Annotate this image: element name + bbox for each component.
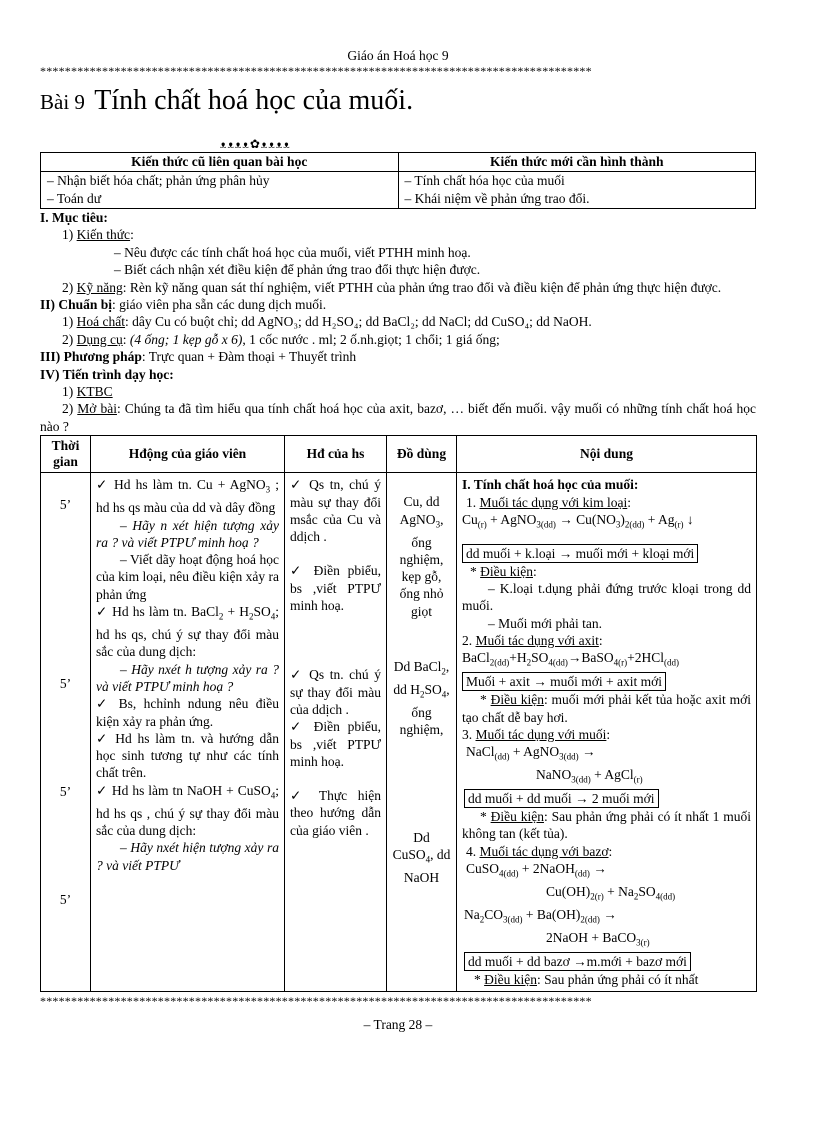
knowledge-item: – Nêu được các tính chất hoá học của muối, viết PTHH minh hoạ. — [114, 244, 471, 260]
old-knowledge-item: – Toán dư — [47, 191, 102, 206]
process-heading: IV) Tiến trình dạy học: — [40, 366, 174, 382]
intro-paragraph: 2) Mở bài: Chúng ta đã tìm hiểu qua tính chất hoá học của axit, bazơ, … biết đến muối. vậy muối có những tính chất hoá học nào ? — [40, 401, 756, 434]
new-knowledge-cell — [398, 172, 756, 209]
col-time-header: Thời gian — [41, 436, 91, 473]
ornament-divider: ᴥᴥᴥᴥ✿ᴥᴥᴥᴥ — [220, 137, 291, 151]
old-knowledge-item: – Nhận biết hóa chất; phản ứng phân hủy — [47, 173, 270, 188]
lesson-title-row — [40, 85, 756, 125]
knowledge-table — [40, 152, 756, 209]
method-line: III) Phương pháp: Trực quan + Đàm thoại + Thuyết trình — [40, 349, 357, 365]
lesson-table — [40, 435, 757, 992]
time-value: 5’ — [59, 783, 72, 799]
skills-paragraph: 2) Kỹ năng: Rèn kỹ năng quan sát thí nghiệm, viết PTHH của phản ứng trao đổi và điều kiện để phản ứng thực hiện được. — [62, 279, 722, 295]
separator-top: ***************************************************************************************** — [40, 66, 592, 77]
time-value: 5’ — [59, 675, 72, 691]
ktbc-line: 1) KTBC — [62, 384, 113, 400]
new-knowledge-header: Kiến thức mới cần hình thành — [398, 153, 756, 172]
objectives-heading: I. Mục tiêu: — [40, 210, 108, 225]
old-knowledge-cell — [41, 172, 399, 209]
prep-heading: II) Chuẩn bị: giáo viên pha sẵn các dung dịch muối. — [40, 297, 327, 313]
lesson-title: Tính chất hoá học của muối. — [94, 85, 414, 116]
col-tools-header: Đồ dùng — [387, 436, 457, 473]
time-cell — [41, 473, 91, 992]
col-teacher-header: Hđộng của giáo viên — [91, 436, 285, 473]
chemicals-line: 1) Hoá chất: dây Cu có buột chỉ; dd AgNO₃; dd H₂SO₄; dd BaCl₂; dd NaCl; dd CuSO₄; dd NaOH. — [62, 314, 592, 330]
separator-bottom: ***************************************************************************************** — [40, 996, 592, 1008]
content-cell: I. Tính chất hoá học của muối: 1. Muối tác dụng với kim loại: $Cu_{(r)}$ + AgNO$_{3(dd)}$ → $Cu(NO_3)_{2(dd)} + Ag_{(r)}$ ↓ dd muối + k.loại → muối mới + kloại mới * Điều kiện: – K.loại t.dụng phải đứng trước kloại trong dd muối. – Muối mới phải tan. 2. Muối tác dụng với axit: $BaCl_{2(dd)}+H_2SO_{4(dd)}\to BaSO_{4(r)}+2HCl_{(dd)}$ Muối + axit → muối mới + axit mới * Điều kiện: muối mới phải kết tủa hoặc axit mới tạo chất dễ bay hơi. 3. Muối tác dụng với muối: NaCl$_{(dd)}$ + AgNO$_{3(dd)}$ → NaNO$_{3(dd)}$ + AgCl$_{(r)}$ dd muối + dd muối → 2 muối mới * Điều kiện: Sau phản ứng phải có ít nhất 1 muối không tan (kết tủa). 4. Muối tác dụng với bazơ: CuSO$_{4(dd)}$ + 2NaOH$_{(dd)}$ → $Cu(OH)_{2(r)} + Na_2SO_{4(dd)}$ $Na_2CO_{3(dd)} + Ba(OH)_{2(dd)}$ → 2NaOH + BaCO$_{3(r)}$ dd muối + dd bazơ →m.mới + bazơ mới * Điều kiện: Sau phản ứng phải có ít nhất — [457, 473, 757, 992]
lesson-label: Bài 9 — [40, 90, 85, 114]
tools-cell: Cu, dd AgNO$_3$, ống nghiệm, kẹp gỗ, ống nhỏ giọt Dd BaCl$_2$, dd $H_2SO_4$, ống nghiệm, Dd CuSO$_4$, dd NaOH — [387, 473, 457, 992]
new-knowledge-item: – Khái niệm về phản ứng trao đổi. — [404, 191, 590, 206]
col-student-header: Hđ của hs — [285, 436, 387, 473]
tools-line: 2) Dụng cụ: (4 ống; 1 kẹp gỗ x 6), 1 cốc nước . ml; 2 ố.nh.giọt; 1 chổi; 1 giá ống; — [62, 331, 500, 347]
col-content-header: Nội dung — [457, 436, 757, 473]
page-header: Giáo án Hoá học 9 — [347, 48, 449, 63]
old-knowledge-header: Kiến thức cũ liên quan bài học — [41, 153, 399, 172]
new-knowledge-item: – Tính chất hóa học của muối — [404, 173, 565, 188]
time-value: 5’ — [59, 497, 72, 513]
knowledge-item: – Biết cách nhận xét điều kiện để phản ứng trao đổi thực hiện được. — [114, 262, 481, 278]
teacher-activity-cell: ✓ Hd hs làm tn. Cu + AgNO$_3$ ; hd hs qs màu của dd và dây đồng – Hãy n xét hiện tượng xảy ra ? và viết PTPƯ minh hoạ ? – Viết dãy hoạt động hoá học của kim loại, nêu điều kiện xảy ra phản ứng ✓ Hd hs làm tn. BaCl$_2$ + $H_2SO_4$; hd hs qs, chú ý sự thay đổi màu sắc của dung dịch: – Hãy nxét h tượng xảy ra ? và viết PTPƯ minh hoạ ? ✓ Bs, hchỉnh ndung nêu điều kiện xảy ra phản ứng. ✓ Hd hs làm tn. và hướng dẫn học sinh tương tự như các tính chất trên. ✓ Hd hs làm tn NaOH + CuSO$_4$; hd hs qs , chú ý sự thay đổi màu sắc của dung dịch: – Hãy nxét hiện tượng xảy ra ? và viết PTPƯ — [91, 473, 285, 992]
objectives-section — [40, 209, 756, 435]
student-activity-cell: ✓ Qs tn, chú ý màu sự thay đổi msắc của Cu và ddịch . ✓ Điền pbiểu, bs ,viết PTPƯ minh hoạ. ✓ Qs tn. chú ý sự thay đổi màu của ddịch . ✓ Điền pbiểu, bs ,viết PTPƯ minh hoạ. ✓ Thực hiện theo hướng dẫn của giáo viên . — [285, 473, 387, 992]
page-number: – Trang 28 – — [363, 1017, 433, 1033]
time-value: 5’ — [59, 892, 72, 908]
knowledge-label: 1) Kiến thức: — [62, 227, 134, 243]
